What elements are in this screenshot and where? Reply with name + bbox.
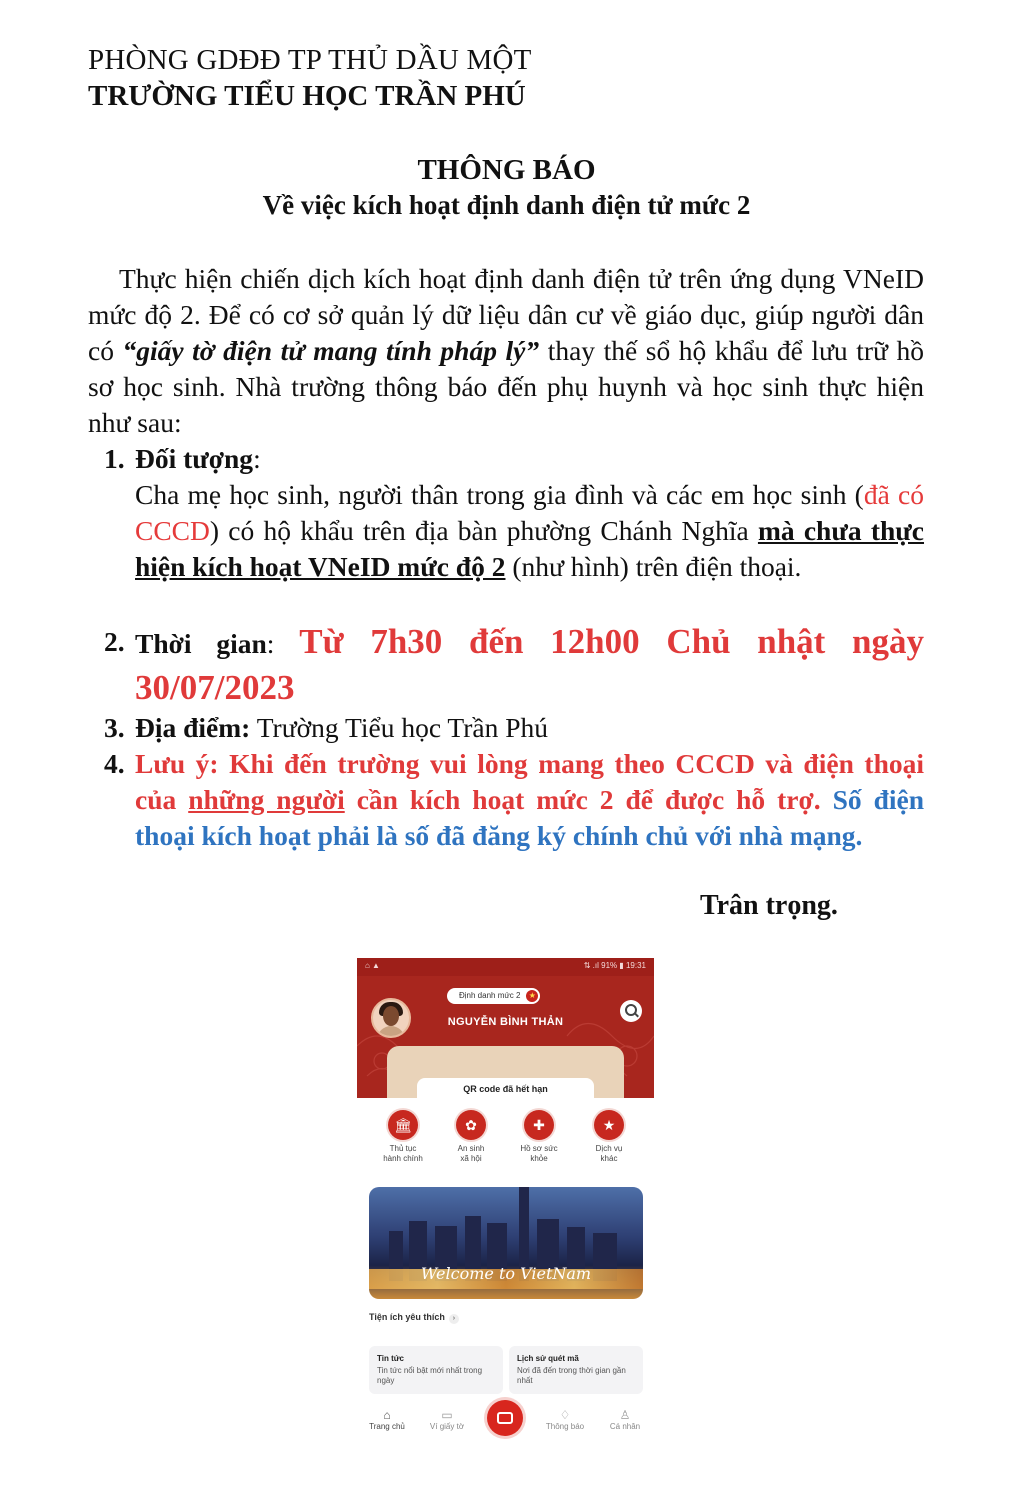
intro-paragraph (88, 261, 924, 441)
intro-emphasis: “giấy tờ điện tử mang tính pháp lý” (122, 335, 540, 366)
notice-title: THÔNG BÁO (417, 154, 596, 186)
level-badge-label: Định danh mức 2 (459, 991, 521, 1000)
notice-subtitle: Về việc kích hoạt định danh điện tử mức 2 (262, 190, 751, 220)
status-left: ⌂ ▲ (365, 961, 380, 970)
nav-label: Ví giấy tờ (429, 1422, 465, 1431)
item-note (104, 746, 924, 854)
audience-text-5: (như hình) trên điện thoại. (505, 551, 802, 582)
level-badge (447, 988, 540, 1004)
banner-text: Welcome to VietNam (420, 1264, 592, 1283)
tile-title: Lịch sử quét mã (517, 1354, 579, 1363)
scan-qr-button[interactable] (487, 1400, 523, 1436)
item-number: 3. (104, 712, 125, 743)
item-label: Địa điểm: (135, 712, 251, 743)
tile-title: Tin tức (377, 1354, 404, 1363)
school-name: TRƯỜNG TIỂU HỌC TRẦN PHÚ (88, 80, 526, 112)
service-health-records[interactable] (509, 1110, 569, 1164)
item-label: Đối tượng (135, 443, 254, 474)
government-building-icon: 🏛 (388, 1110, 418, 1140)
item-number: 2. (104, 626, 125, 657)
home-icon: ⌂ (383, 1408, 391, 1422)
status-right: ⇅ .ıl 91% ▮ 19:31 (583, 961, 646, 970)
closing-text: Trân trọng. (700, 890, 838, 921)
item-colon: : (266, 628, 300, 659)
item-location (104, 710, 924, 746)
nav-profile[interactable] (597, 1408, 653, 1431)
chevron-right-icon: › (449, 1314, 459, 1324)
favorites-label: Tiện ích yêu thích (369, 1312, 445, 1322)
tile-desc: Tin tức nổi bật mới nhất trong ngày (377, 1366, 483, 1385)
item-label: Thời gian (135, 628, 267, 659)
note-blue: Số điện thoại kích hoạt phải là số đã đăng ký chính chủ với nhà mạng. (135, 784, 925, 851)
intro-text-1: Thực hiện chiến dịch kích hoạt định danh điện tử trên ứng dụng VNeID mức độ 2. Để có cơ sở quản lý dữ liệu dân cư về giáo dục, giúp người dân có (88, 263, 924, 366)
service-label: xã hội (460, 1154, 482, 1163)
service-label: khỏe (530, 1154, 548, 1163)
item-target-audience (104, 441, 924, 585)
user-icon: ♙ (619, 1408, 631, 1422)
note-red-3: cần kích hoạt mức 2 để được hỗ trợ. (344, 784, 821, 815)
service-label: Thủ tục (389, 1144, 417, 1153)
item-time (104, 620, 924, 710)
tile-desc: Nơi đã đến trong thời gian gần nhất (517, 1366, 626, 1385)
audience-text-1: Cha mẹ học sinh, người thân trong gia đình và các em học sinh ( (135, 479, 864, 510)
vneid-app-screenshot (357, 958, 654, 1442)
bell-icon: ♢ (559, 1408, 571, 1422)
department-name: PHÒNG GDĐĐ TP THỦ DẦU MỘT (88, 44, 532, 76)
social-icon: ✿ (456, 1110, 486, 1140)
note-red-underlined: những người (188, 784, 345, 815)
nav-label: Cá nhân (609, 1422, 641, 1431)
wallet-icon: ▭ (441, 1408, 453, 1422)
service-label: khác (600, 1154, 618, 1163)
item-number: 4. (104, 748, 125, 779)
service-admin-procedures[interactable] (373, 1110, 433, 1164)
item-label: Lưu ý: (135, 748, 219, 779)
item-colon: : (253, 443, 261, 474)
qr-status[interactable]: QR code đã hết hạn (417, 1078, 594, 1100)
item-number: 1. (104, 443, 125, 474)
star-icon: ★ (526, 990, 538, 1002)
service-label: Hồ sơ sức (520, 1144, 558, 1153)
audience-cccd: đã có CCCD (135, 479, 924, 546)
nav-home[interactable] (359, 1408, 415, 1431)
service-label: hành chính (383, 1154, 423, 1163)
scan-icon (497, 1412, 513, 1424)
service-label: Dịch vụ (595, 1144, 623, 1153)
health-shield-icon: ✚ (524, 1110, 554, 1140)
location-value: Trường Tiểu học Trần Phú (250, 712, 549, 743)
star-service-icon: ★ (594, 1110, 624, 1140)
nav-wallet[interactable] (419, 1408, 475, 1431)
intro-text-2: thay thế sổ hộ khẩu để lưu trữ hồ sơ học sinh. Nhà trường thông báo đến phụ huynh và học sinh thực hiện như sau: (88, 335, 924, 438)
tile-news[interactable] (369, 1346, 503, 1394)
service-label: An sinh (457, 1144, 485, 1153)
user-name: NGUYỄN BÌNH THẢN (447, 1016, 564, 1028)
welcome-banner[interactable] (369, 1187, 643, 1299)
nav-notifications[interactable] (537, 1408, 593, 1431)
service-other[interactable] (579, 1110, 639, 1164)
tile-scan-history[interactable] (509, 1346, 643, 1394)
bottom-nav (357, 1402, 654, 1442)
status-bar (357, 958, 654, 976)
audience-text-3: ) có hộ khẩu trên địa bàn phường Chánh Nghĩa (209, 515, 758, 546)
audience-condition: mà chưa thực hiện kích hoạt VNeID mức độ 2 (135, 515, 925, 582)
note-red-1: Khi đến trường vui lòng mang theo CCCD và điện thoại của (135, 748, 925, 815)
service-social-security[interactable] (441, 1110, 501, 1164)
nav-label: Thông báo (545, 1422, 585, 1431)
search-icon[interactable] (620, 1000, 642, 1022)
time-value: Từ 7h30 đến 12h00 Chủ nhật ngày 30/07/2023 (135, 622, 924, 707)
nav-label: Trang chủ (369, 1422, 405, 1431)
favorites-header[interactable] (369, 1312, 459, 1324)
